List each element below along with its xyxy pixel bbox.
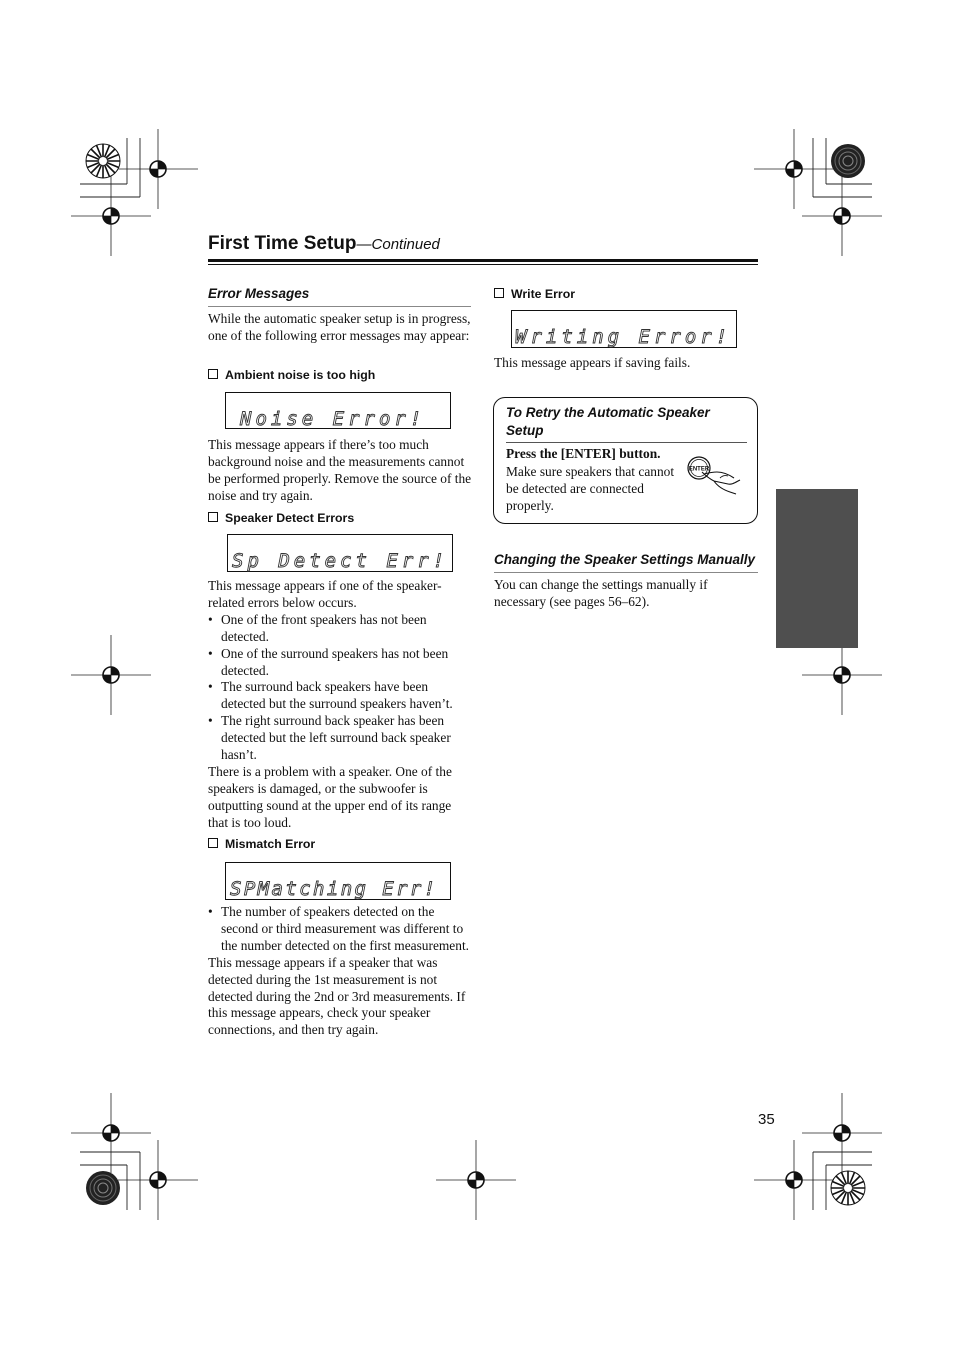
speaker-detect-heading-label: Speaker Detect Errors (225, 511, 355, 525)
noise-error-display-text: Noise Error! (240, 408, 426, 430)
speaker-detect-display (227, 534, 453, 572)
mismatch-heading (208, 837, 315, 851)
write-error-display-text: Writing Error! (515, 326, 732, 348)
manual-settings-text: You can change the settings manually if necessary (see pages 56–62). (494, 577, 708, 609)
noise-error-display (225, 392, 451, 429)
manual-settings-title: Changing the Speaker Settings Manually (494, 552, 756, 567)
write-error-heading-label: Write Error (511, 287, 576, 301)
mismatch-text: This message appears if a speaker that was detected during the 1st measurement is not detected during the 2nd or 3rd measurements. If this message appears, check your speaker connections, and then try again. (208, 954, 466, 1038)
retry-box (493, 397, 758, 524)
mismatch-heading-label: Mismatch Error (225, 837, 316, 851)
list-item: • The number of speakers detected on the second or third measurement was different to the number detected on the first measurement. (208, 904, 474, 955)
checkbox-icon (494, 288, 504, 298)
mismatch-display-text: SPMatching Err! (230, 878, 438, 900)
mismatch-display (225, 862, 451, 900)
retry-step: Press the [ENTER] button. (506, 446, 661, 461)
mismatch-list (208, 904, 474, 955)
error-messages-intro: While the automatic speaker setup is in progress, one of the following error messages may appear: (208, 311, 471, 343)
page-number: 35 (758, 1111, 775, 1128)
speaker-detect-display-text: Sp Detect Err! (232, 550, 449, 572)
manual-settings-rule (494, 572, 758, 573)
list-item: • One of the surround speakers has not been detected. (208, 646, 474, 680)
header-rule-thick (208, 259, 758, 262)
header-rule-thin (208, 264, 758, 265)
checkbox-icon (208, 838, 218, 848)
write-error-text: This message appears if saving fails. (494, 355, 691, 370)
checkbox-icon (208, 369, 218, 379)
speaker-detect-list (208, 612, 474, 764)
chapter-tab (776, 489, 858, 648)
checkbox-icon (208, 512, 218, 522)
page-title-continued: —Continued (356, 236, 440, 253)
speaker-detect-after: There is a problem with a speaker. One of the speakers is damaged, or the subwoofer is outputting sound at the upper end of its range that is too loud. (208, 763, 452, 830)
list-item: • One of the front speakers has not been detected. (208, 612, 474, 646)
enter-button-label: ENTER (688, 466, 710, 473)
list-item: • The right surround back speaker has been detected but the left surround back speaker hasn’t. (208, 713, 474, 764)
page-title: First Time Setup (208, 233, 357, 254)
error-messages-title: Error Messages (208, 286, 310, 301)
list-item: • The surround back speakers have been detected but the surround speakers haven’t. (208, 679, 474, 713)
speaker-detect-text: This message appears if one of the speaker-related errors below occurs. (208, 578, 442, 610)
error-messages-rule (208, 306, 471, 307)
ambient-noise-heading (208, 368, 375, 382)
write-error-heading (494, 287, 575, 301)
page-header (208, 233, 758, 255)
enter-button-icon (684, 454, 746, 500)
write-error-display (511, 310, 737, 348)
speaker-detect-text-block (208, 578, 474, 832)
ambient-noise-text: This message appears if there’s too much background noise and the measurements cannot be performed properly. Remove the source of the noise and try again. (208, 437, 472, 503)
retry-text: Make sure speakers that cannot be detected are connected properly. (506, 464, 675, 513)
retry-box-rule (506, 442, 747, 443)
mismatch-text-block (208, 904, 474, 1039)
retry-box-title: To Retry the Automatic Speaker Setup (506, 405, 710, 438)
ambient-noise-heading-label: Ambient noise is too high (225, 368, 376, 382)
speaker-detect-heading (208, 511, 354, 525)
